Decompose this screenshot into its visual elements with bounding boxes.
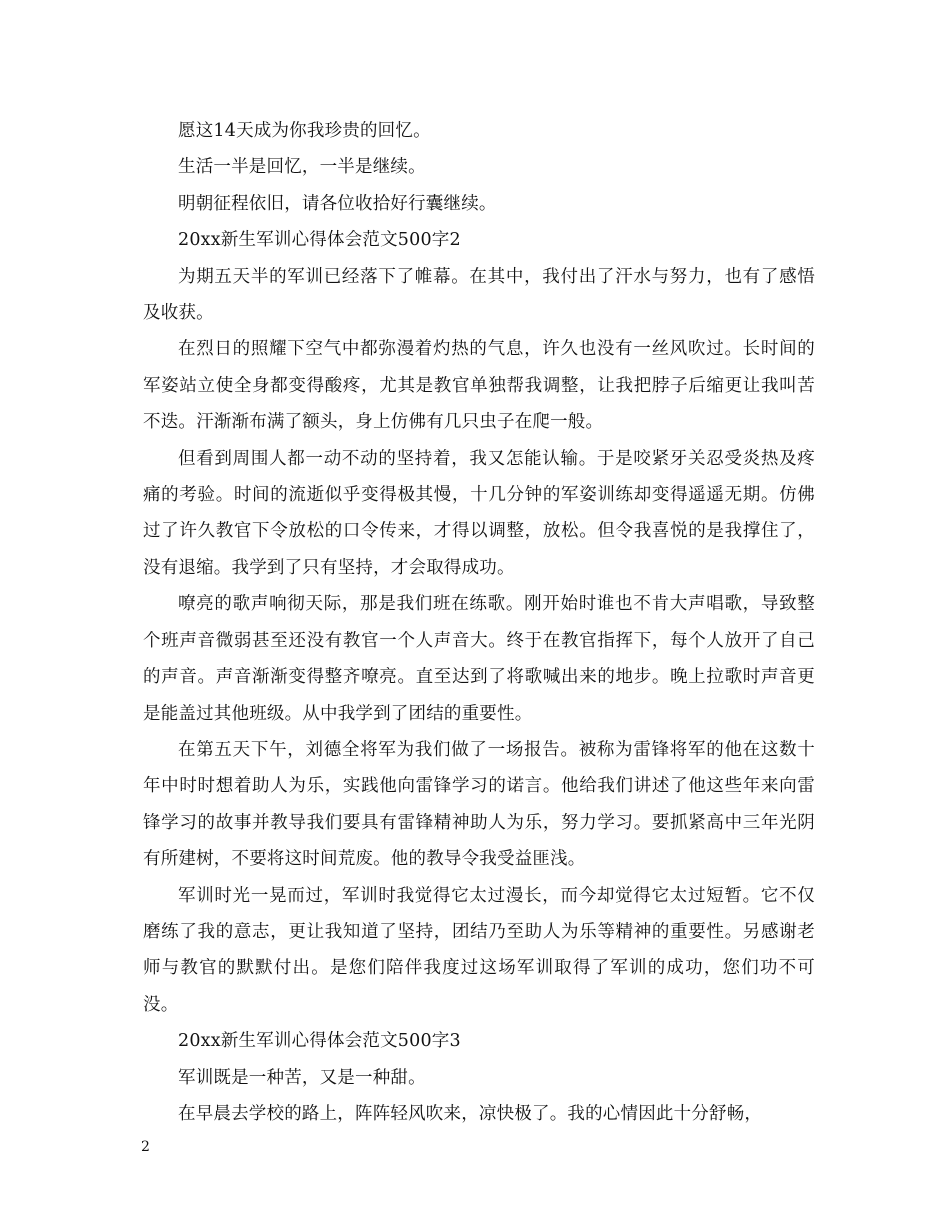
section-heading-essay-2: 20xx新生军训心得体会范文500字2 <box>178 230 461 251</box>
page-body <box>143 113 815 1132</box>
paragraph-essay-2-intro: 为期五天半的军训已经落下了帷幕。在其中，我付出了汗水与努力，也有了感悟及收获。 <box>143 266 815 324</box>
paragraph-essay-2-sun: 在烈日的照耀下空气中都弥漫着灼热的气息，许久也没有一丝风吹过。长时间的军姿站立使全身都变得酸疼，尤其是教官单独帮我调整，让我把脖子后缩更让我叫苦不迭。汗渐渐布满了额头，身上仿佛有几只虫子在爬一般。 <box>143 339 815 433</box>
paragraph-closing-line-1: 愿这14天成为你我珍贵的回忆。 <box>178 121 431 141</box>
paragraph-essay-3-morning: 在早晨去学校的路上，阵阵轻风吹来，凉快极了。我的心情因此十分舒畅， <box>178 1103 763 1124</box>
paragraph-closing-line-2: 生活一半是回忆，一半是继续。 <box>178 157 426 178</box>
section-heading-essay-3: 20xx新生军训心得体会范文500字3 <box>178 1031 461 1052</box>
paragraph-essay-2-singing: 嘹亮的歌声响彻天际，那是我们班在练歌。刚开始时谁也不肯大声唱歌，导致整个班声音微弱甚至还没有教官一个人声音大。终于在教官指挥下，每个人放开了自己的声音。声音渐渐变得整齐嘹亮。直至达到了将歌喊出来的地步。晚上拉歌时声音更是能盖过其他班级。从中我学到了团结的重要性。 <box>143 594 815 724</box>
paragraph-closing-line-3: 明朝征程依旧，请各位收拾好行囊继续。 <box>178 193 497 214</box>
paragraph-essay-3-intro: 军训既是一种苦，又是一种甜。 <box>178 1067 426 1088</box>
paragraph-essay-2-report: 在第五天下午，刘德全将军为我们做了一场报告。被称为雷锋将军的他在这数十年中时时想着助人为乐，实践他向雷锋学习的诺言。他给我们讲述了他这些年来向雷锋学习的故事并教导我们要具有雷锋精神助人为乐，努力学习。要抓紧高中三年光阴有所建树，不要将这时间荒废。他的教导令我受益匪浅。 <box>143 739 815 870</box>
page-number: 2 <box>141 1139 150 1155</box>
paragraph-essay-2-persist: 但看到周围人都一动不动的坚持着，我又怎能认输。于是咬紧牙关忍受炎热及疼痛的考验。时间的流逝似乎变得极其慢，十几分钟的军姿训练却变得遥遥无期。仿佛过了许久教官下令放松的口令传来，才得以调整，放松。但令我喜悦的是我撑住了，没有退缩。我学到了只有坚持，才会取得成功。 <box>143 448 815 578</box>
paragraph-essay-2-conclusion: 军训时光一晃而过，军训时我觉得它太过漫长，而今却觉得它太过短暂。它不仅磨练了我的意志，更让我知道了坚持，团结乃至助人为乐等精神的重要性。另感谢老师与教官的默默付出。是您们陪伴我度过这场军训取得了军训的成功，您们功不可没。 <box>143 885 815 1015</box>
